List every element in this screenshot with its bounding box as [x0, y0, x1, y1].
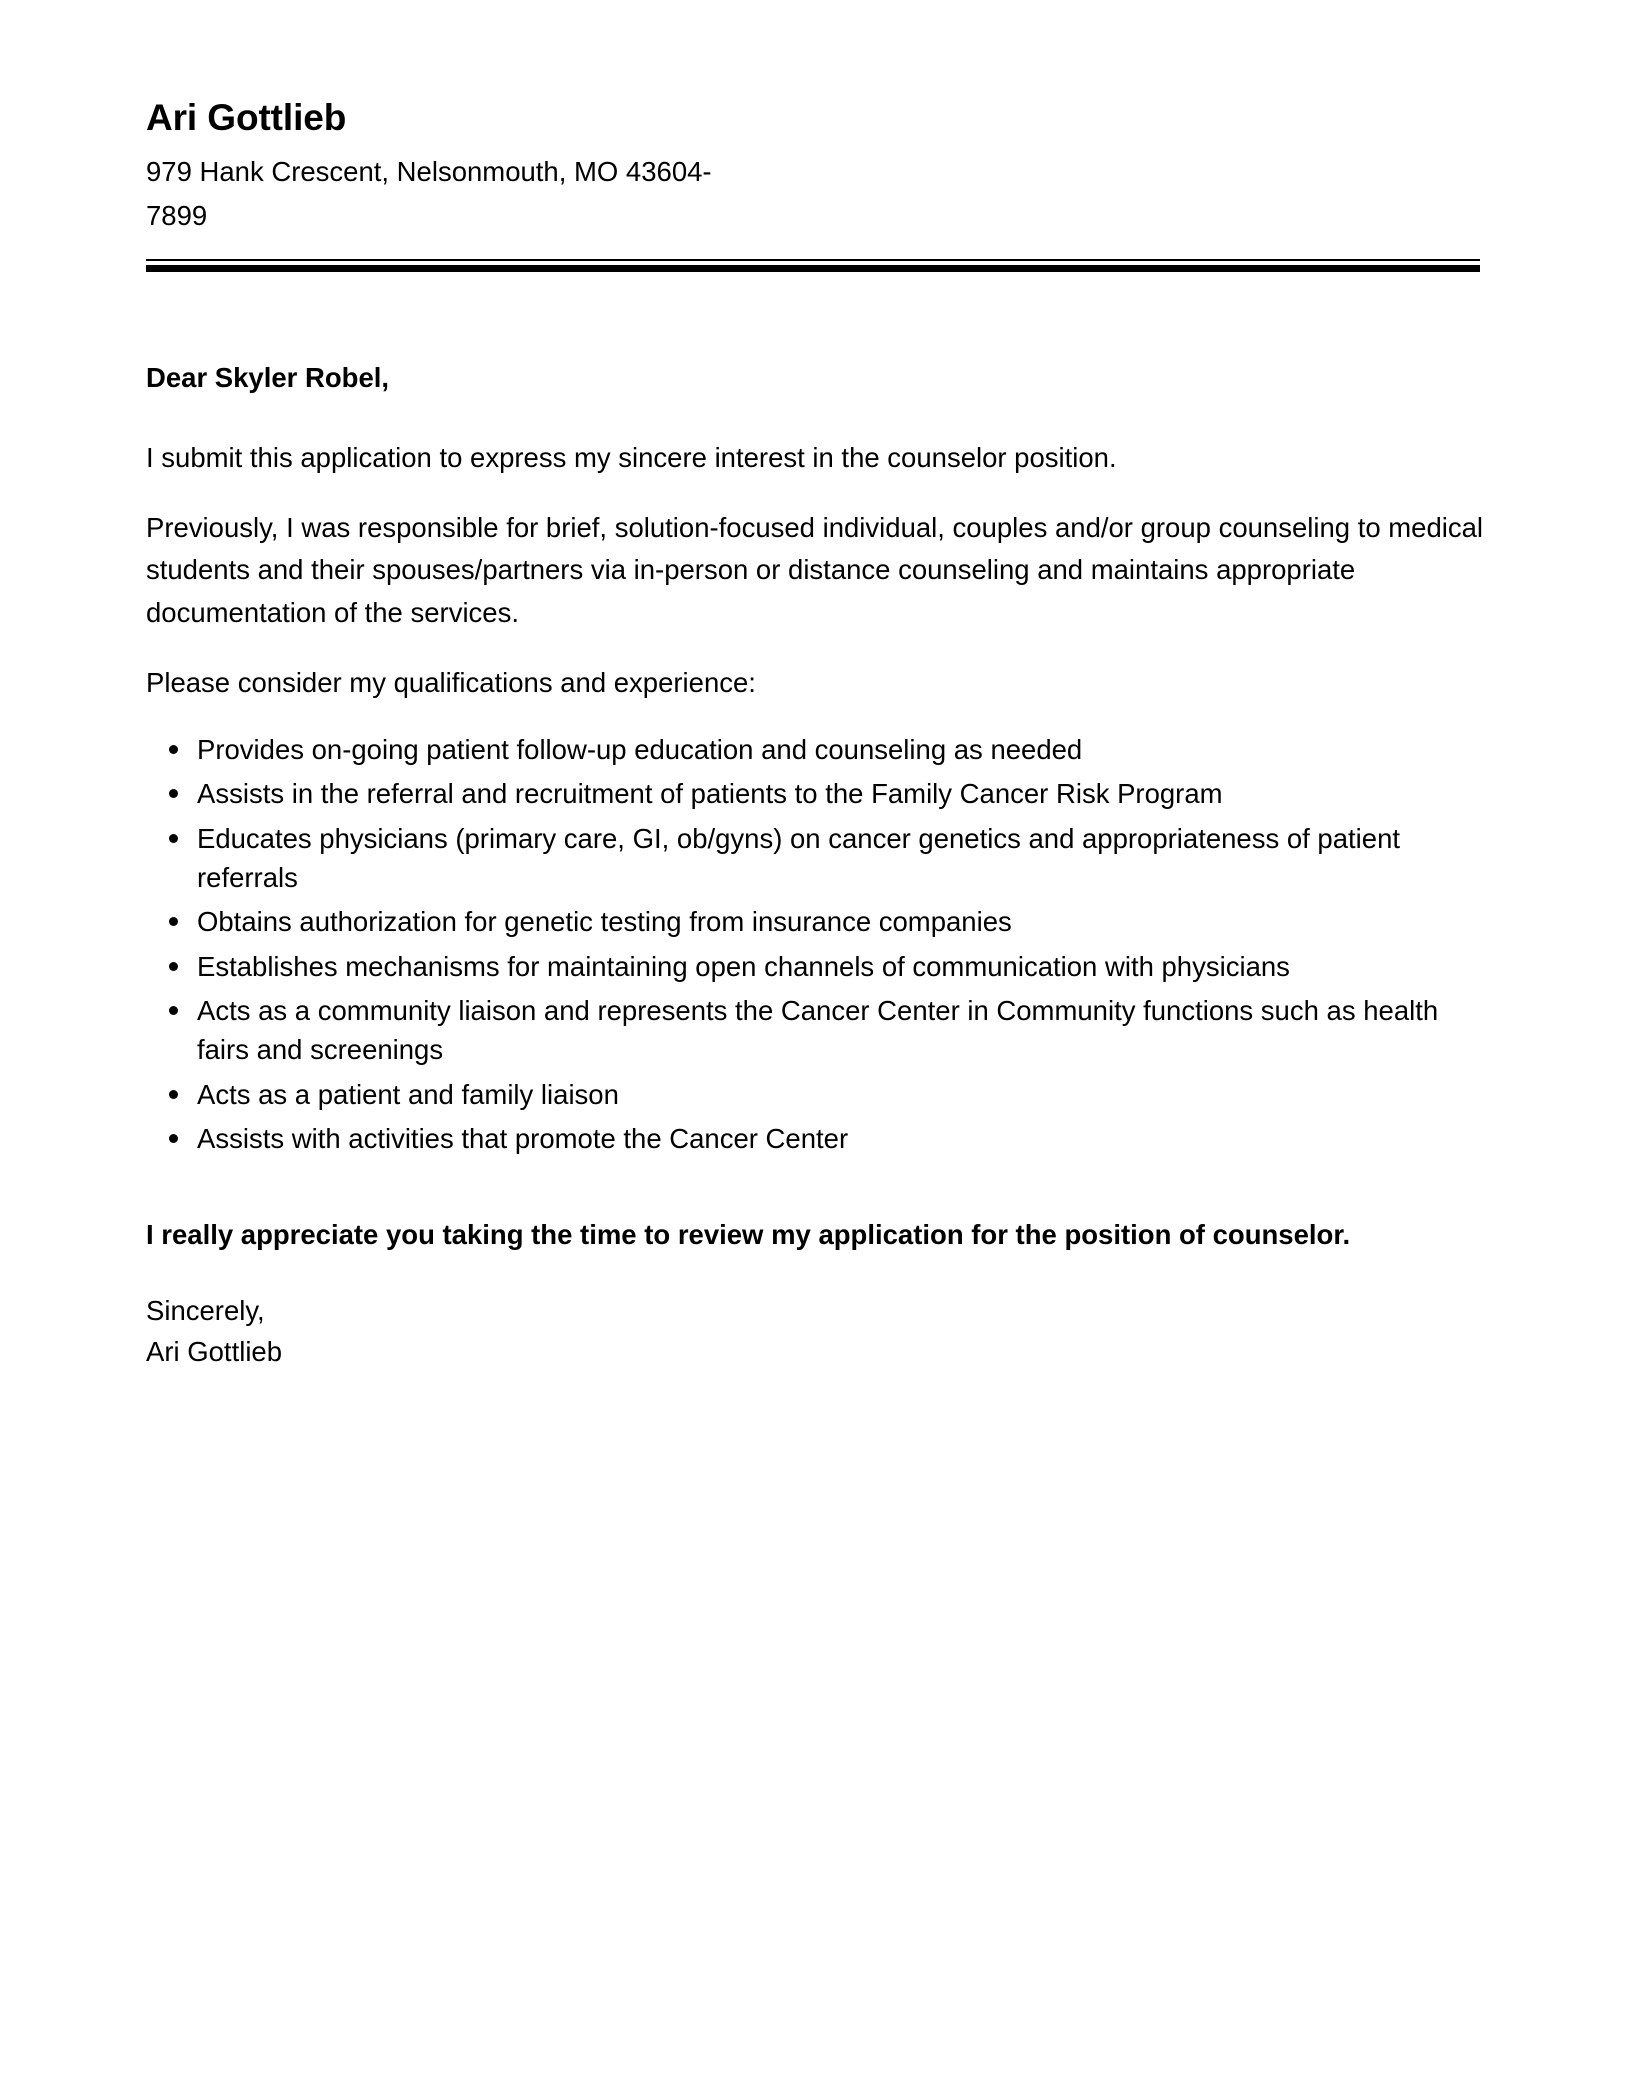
list-item-text: Educates physicians (primary care, GI, ob/gyns) on cancer genetics and appropriateness of patient referrals [197, 822, 1401, 894]
sender-name: Ari Gottlieb [146, 97, 347, 138]
list-item-text: Acts as a community liaison and represents the Cancer Center in Community functions such as health fairs and screenings [197, 994, 1439, 1066]
sign-off: Sincerely, [146, 1295, 265, 1327]
letter-content [146, 96, 1484, 1372]
signature-name: Ari Gottlieb [146, 1335, 283, 1367]
list-item-text: Assists in the referral and recruitment of patients to the Family Cancer Risk Program [197, 778, 1223, 810]
bullet-dot-icon [169, 917, 178, 926]
divider-thick-rule [146, 265, 1480, 272]
letterhead-divider [146, 259, 1480, 272]
list-item [146, 730, 1484, 769]
list-item-text: Obtains authorization for genetic testing from insurance companies [197, 906, 1012, 938]
salutation: Dear Skyler Robel, [146, 361, 390, 393]
signature-block [146, 1291, 1484, 1372]
bullet-dot-icon [169, 1006, 178, 1015]
list-item [146, 947, 1484, 986]
list-item [146, 991, 1484, 1070]
letter-body [146, 358, 1484, 1373]
list-item [146, 774, 1484, 813]
bullet-dot-icon [169, 1090, 178, 1099]
list-item-text: Acts as a patient and family liaison [197, 1078, 619, 1110]
intro-paragraph: I submit this application to express my sincere interest in the counselor position. [146, 441, 1117, 473]
qualifications-list [146, 730, 1484, 1158]
bullet-dot-icon [169, 834, 178, 843]
list-item-text: Provides on-going patient follow-up education and counseling as needed [197, 734, 1083, 766]
closing-statement: I really appreciate you taking the time to review my application for the position of counselor. [146, 1219, 1351, 1251]
bullet-dot-icon [169, 745, 178, 754]
bullet-dot-icon [169, 962, 178, 971]
sender-address: 979 Hank Crescent, Nelsonmouth, MO 43604-7899 [146, 155, 712, 232]
bullet-dot-icon [169, 789, 178, 798]
qualifications-lead-in: Please consider my qualifications and experience: [146, 667, 756, 699]
experience-paragraph: Previously, I was responsible for brief, solution-focused individual, couples and/or group counseling to medical students and their spouses/partners via in-person or distance counseling and maintains appropriate documentation of the services. [146, 511, 1484, 629]
list-item [146, 819, 1484, 898]
list-item-text: Assists with activities that promote the Cancer Center [197, 1122, 849, 1154]
list-item [146, 1075, 1484, 1114]
list-item [146, 902, 1484, 941]
list-item [146, 1119, 1484, 1158]
letterhead [146, 96, 1484, 239]
bullet-dot-icon [169, 1134, 178, 1143]
list-item-text: Establishes mechanisms for maintaining open channels of communication with physicians [197, 950, 1290, 982]
